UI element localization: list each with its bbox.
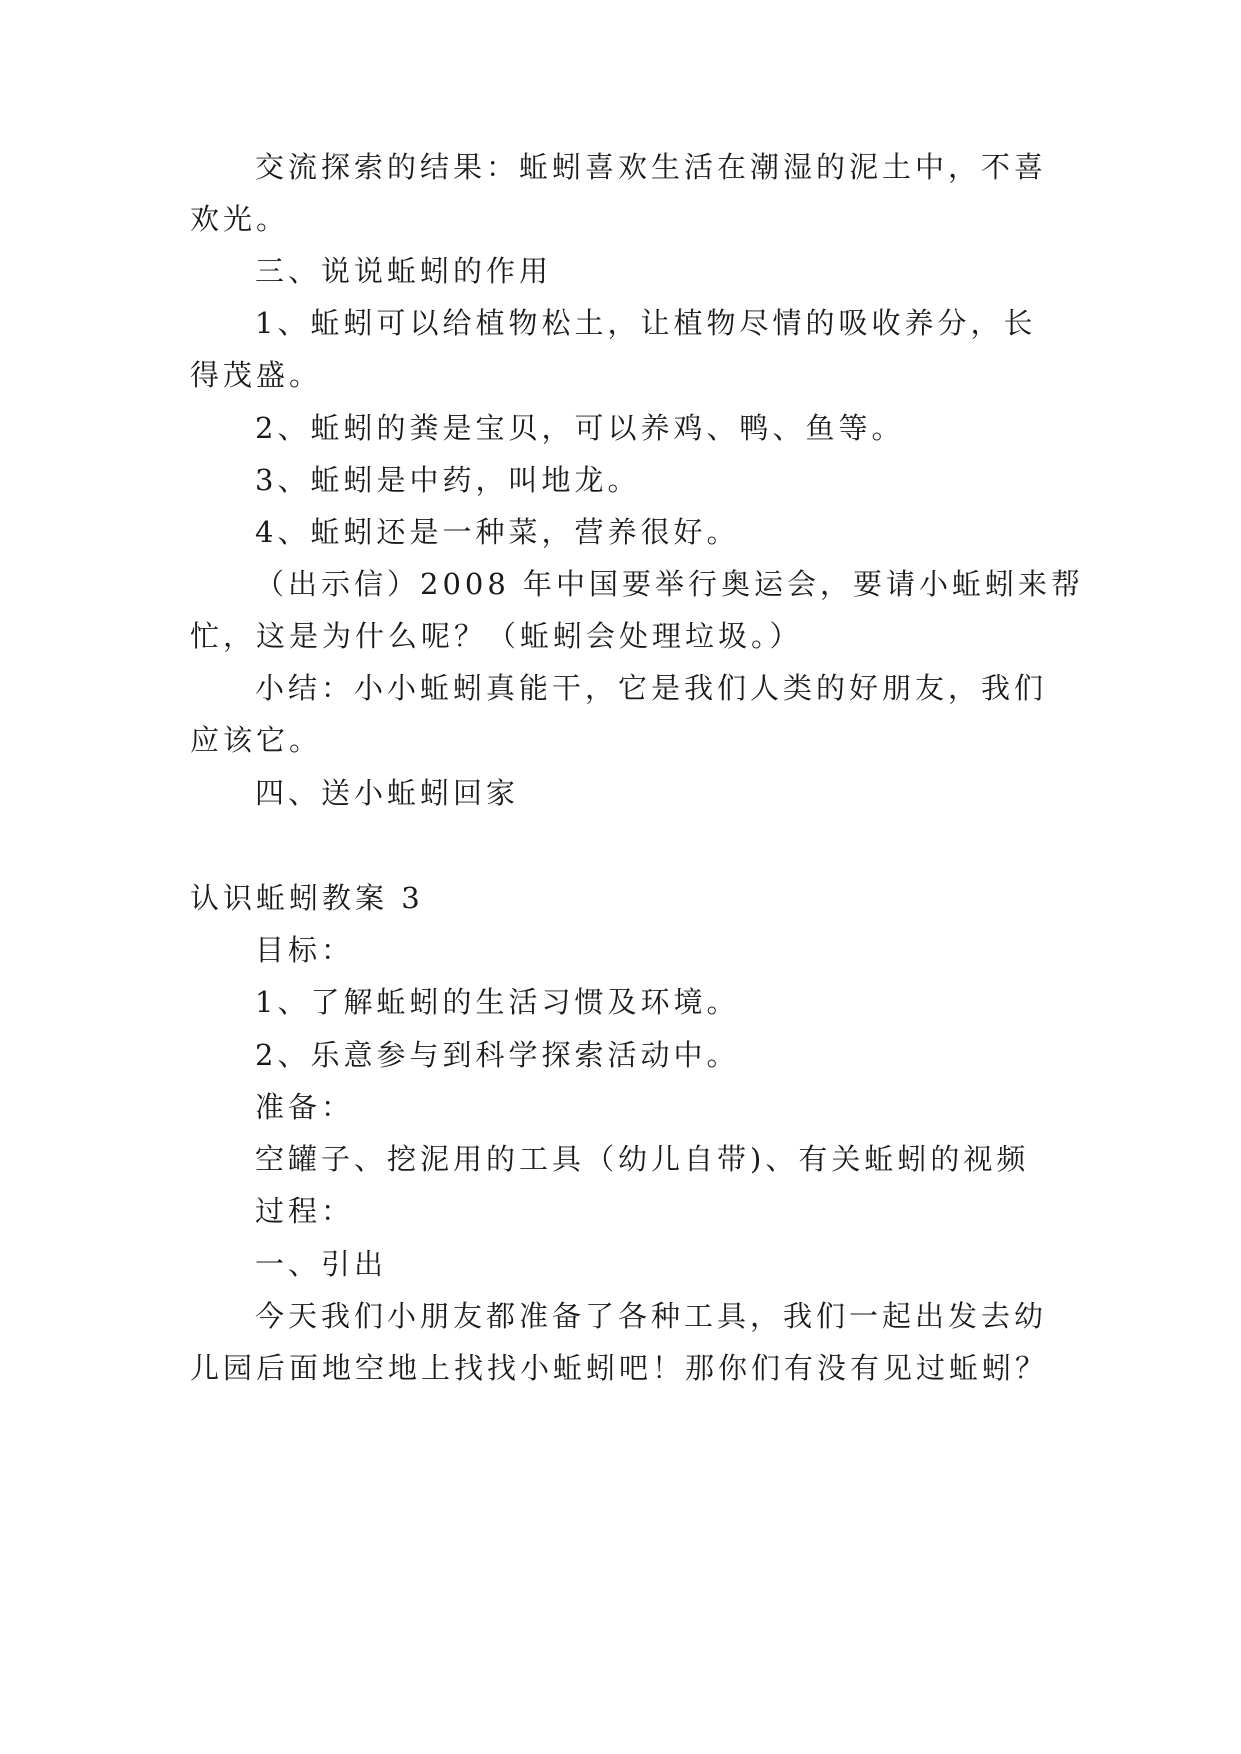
step-1-text-line-2: 儿园后面地空地上找找小蚯蚓吧！那你们有没有见过蚯蚓？	[190, 1351, 1049, 1385]
preparation-label: 准备：	[255, 1090, 355, 1124]
result-text-line-2: 欢光。	[190, 202, 290, 236]
lesson-title: 认识蚯蚓教案 3	[190, 881, 424, 915]
letter-text-line-1: （出示信）2008 年中国要举行奥运会，要请小蚯蚓来帮	[255, 567, 1085, 601]
process-label: 过程：	[255, 1194, 355, 1228]
list-item-4: 4、蚯蚓还是一种菜，营养很好。	[255, 515, 740, 549]
summary-line-2: 应该它。	[190, 723, 323, 757]
letter-text-line-2: 忙，这是为什么呢？（蚯蚓会处理垃圾。）	[190, 619, 803, 653]
section-heading-3: 三、说说蚯蚓的作用	[255, 254, 553, 288]
step-heading-1: 一、引出	[255, 1247, 388, 1281]
goal-label: 目标：	[255, 933, 355, 967]
list-item-1-line-1: 1、蚯蚓可以给植物松土，让植物尽情的吸收养分，长	[255, 306, 1037, 340]
section-heading-4: 四、送小蚯蚓回家	[255, 776, 520, 810]
list-item-2: 2、蚯蚓的粪是宝贝，可以养鸡、鸭、鱼等。	[255, 411, 905, 445]
step-1-text-line-1: 今天我们小朋友都准备了各种工具，我们一起出发去幼	[255, 1299, 1048, 1333]
list-item-3: 3、蚯蚓是中药，叫地龙。	[255, 463, 641, 497]
goal-item-2: 2、乐意参与到科学探索活动中。	[255, 1038, 740, 1072]
summary-line-1: 小结：小小蚯蚓真能干，它是我们人类的好朋友，我们	[255, 671, 1048, 705]
goal-item-1: 1、了解蚯蚓的生活习惯及环境。	[255, 985, 740, 1019]
preparation-text: 空罐子、挖泥用的工具（幼儿自带)、有关蚯蚓的视频	[255, 1142, 1030, 1176]
list-item-1-line-2: 得茂盛。	[190, 358, 323, 392]
result-text-line-1: 交流探索的结果：蚯蚓喜欢生活在潮湿的泥土中，不喜	[255, 150, 1048, 184]
